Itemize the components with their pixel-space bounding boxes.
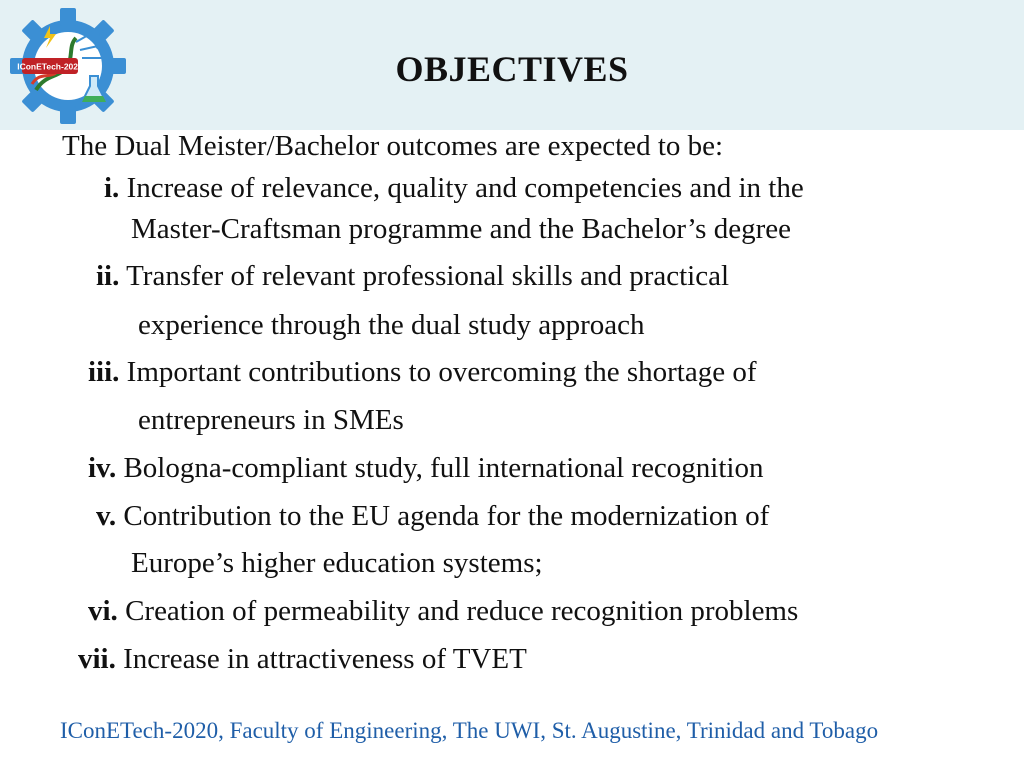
list-item-continuation: Master-Craftsman programme and the Bachelor’s degree [131,213,791,245]
footer-text: IConETech-2020, Faculty of Engineering, The UWI, St. Augustine, Trinidad and Tobago [60,718,879,743]
logo-text: IConETech-2020 [17,61,83,72]
item-number: ii. [96,260,120,292]
list-item-continuation: experience through the dual study approach [138,309,645,341]
item-text: Creation of permeability and reduce recognition problems [125,595,799,627]
list-item [96,498,769,534]
item-text: Bologna-compliant study, full international recognition [123,452,764,484]
list-item [78,641,527,677]
list-item [88,354,756,390]
item-text: Important contributions to overcoming the shortage of [126,356,757,388]
intro-text: The Dual Meister/Bachelor outcomes are expected to be: [62,130,724,162]
list-item-continuation: entrepreneurs in SMEs [138,404,404,436]
item-text: Increase of relevance, quality and competencies and in the [126,172,804,204]
item-text: Transfer of relevant professional skills and practical [126,260,730,292]
item-number: v. [96,500,117,532]
list-item-continuation: Europe’s higher education systems; [131,547,543,579]
page-title: OBJECTIVES [395,49,629,89]
list-item [104,170,804,206]
list-item [88,450,763,486]
item-number: iv. [88,452,117,484]
item-number: vii. [78,643,116,675]
item-number: iii. [88,356,120,388]
list-item [96,258,729,294]
item-number: i. [104,172,120,204]
list-item [88,593,798,629]
item-text: Contribution to the EU agenda for the modernization of [123,500,770,532]
item-text: Increase in attractiveness of TVET [123,643,527,675]
item-number: vi. [88,595,118,627]
